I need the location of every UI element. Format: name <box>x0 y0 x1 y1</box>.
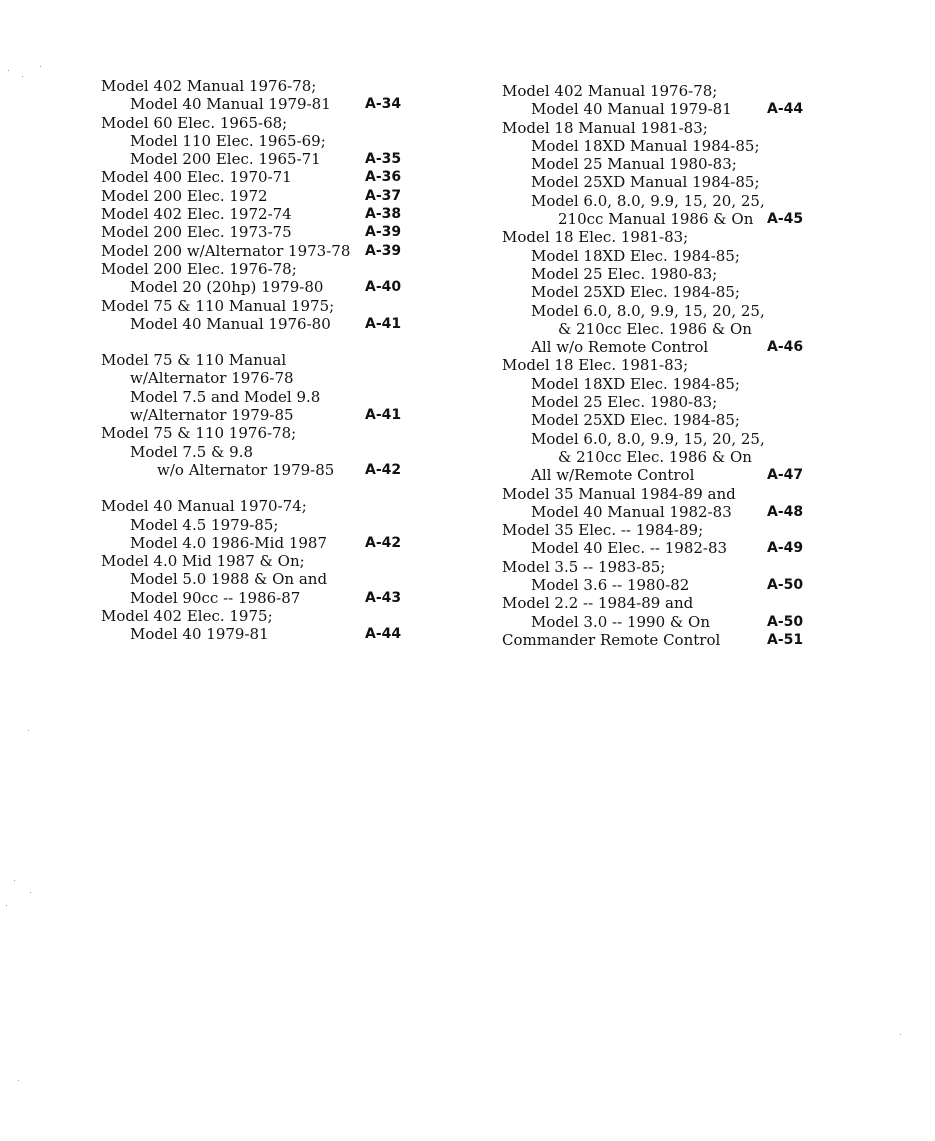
page-reference: A-40 <box>365 279 402 296</box>
page-reference: A-48 <box>767 503 804 520</box>
index-entry <box>502 521 822 558</box>
index-entry <box>101 297 411 334</box>
index-entry <box>101 351 411 424</box>
index-line <box>502 485 822 503</box>
index-line <box>502 247 822 265</box>
index-line <box>502 338 822 356</box>
page-reference: A-51 <box>767 631 804 648</box>
index-line <box>502 448 822 466</box>
index-line <box>502 320 822 338</box>
index-line <box>101 443 411 461</box>
index-line <box>101 278 411 296</box>
index-line <box>101 242 411 260</box>
index-line <box>101 260 411 278</box>
model-description: Model 400 Elec. 1970-71 <box>101 168 292 187</box>
model-description: Model 18 Elec. 1981-83; <box>502 356 689 375</box>
index-line <box>502 375 822 393</box>
model-description: Model 75 & 110 Manual 1975; <box>101 296 335 315</box>
page-reference: A-49 <box>767 540 804 557</box>
index-line <box>101 150 411 168</box>
model-description: Model 6.0, 8.0, 9.9, 15, 20, 25, <box>531 429 765 448</box>
index-line <box>502 302 822 320</box>
model-description: Model 200 Elec. 1972 <box>101 186 268 205</box>
index-line <box>502 613 822 631</box>
index-entry <box>101 497 411 552</box>
index-line <box>101 461 411 479</box>
model-description: Model 40 Manual 1979-81 <box>531 100 732 119</box>
model-description: Model 200 w/Alternator 1973-78 <box>101 241 351 260</box>
index-entry <box>101 187 411 205</box>
model-description: Model 3.6 -- 1980-82 <box>531 576 690 595</box>
index-entry <box>101 260 411 297</box>
index-line <box>502 119 822 137</box>
index-line <box>502 594 822 612</box>
left-index-column <box>101 77 411 644</box>
index-entry <box>101 205 411 223</box>
model-description: Model 25XD Elec. 1984-85; <box>531 283 740 302</box>
index-line <box>502 521 822 539</box>
model-description: Model 200 Elec. 1976-78; <box>101 259 297 278</box>
index-line <box>502 192 822 210</box>
page-reference: A-41 <box>365 407 402 424</box>
index-line <box>502 356 822 374</box>
page-reference: A-35 <box>365 151 402 168</box>
index-line <box>101 351 411 369</box>
index-line <box>101 516 411 534</box>
model-description: Model 40 Manual 1976-80 <box>130 314 331 333</box>
index-line <box>502 210 822 228</box>
index-entry <box>101 552 411 607</box>
model-description: 210cc Manual 1986 & On <box>558 210 754 229</box>
model-description: Model 40 Manual 1982-83 <box>531 502 732 521</box>
model-description: Model 5.0 1988 & On and <box>130 570 328 589</box>
model-description: Model 3.5 -- 1983-85; <box>502 557 666 576</box>
page-reference: A-34 <box>365 96 402 113</box>
index-line <box>101 607 411 625</box>
page-reference: A-43 <box>365 589 402 606</box>
model-description: Model 18XD Elec. 1984-85; <box>531 374 740 393</box>
page-reference: A-44 <box>365 626 402 643</box>
index-line <box>502 173 822 191</box>
model-description: Model 75 & 110 1976-78; <box>101 424 297 443</box>
index-line <box>101 95 411 113</box>
page-reference: A-37 <box>365 187 402 204</box>
index-line <box>502 558 822 576</box>
model-description: Model 402 Elec. 1975; <box>101 607 273 626</box>
model-description: & 210cc Elec. 1986 & On <box>558 319 752 338</box>
index-line <box>101 388 411 406</box>
index-entry <box>502 82 822 119</box>
index-entry <box>502 119 822 229</box>
model-description: All w/Remote Control <box>531 466 695 485</box>
model-description: Model 75 & 110 Manual <box>101 351 287 370</box>
index-line <box>101 570 411 588</box>
index-line <box>502 137 822 155</box>
model-description: Model 3.0 -- 1990 & On <box>531 612 710 631</box>
index-line <box>101 168 411 186</box>
model-description: Model 18 Elec. 1981-83; <box>502 228 689 247</box>
index-line <box>101 132 411 150</box>
index-line <box>502 393 822 411</box>
model-description: Model 2.2 -- 1984-89 and <box>502 594 694 613</box>
model-description: Model 40 1979-81 <box>130 625 269 644</box>
model-description: Commander Remote Control <box>502 630 721 649</box>
index-line <box>502 430 822 448</box>
index-line <box>101 406 411 424</box>
index-line <box>101 205 411 223</box>
model-description: Model 110 Elec. 1965-69; <box>130 131 326 150</box>
index-entry <box>502 485 822 522</box>
index-line <box>101 552 411 570</box>
model-description: & 210cc Elec. 1986 & On <box>558 447 752 466</box>
index-line <box>101 497 411 515</box>
page-reference: A-39 <box>365 242 402 259</box>
model-description: Model 35 Manual 1984-89 and <box>502 484 736 503</box>
index-line <box>502 228 822 246</box>
index-entry <box>502 631 822 649</box>
model-description: Model 4.0 Mid 1987 & On; <box>101 552 305 571</box>
model-description: All w/o Remote Control <box>531 338 709 357</box>
model-description: Model 60 Elec. 1965-68; <box>101 113 288 132</box>
model-description: Model 200 Elec. 1965-71 <box>130 150 321 169</box>
model-description: Model 18XD Elec. 1984-85; <box>531 246 740 265</box>
index-line <box>101 315 411 333</box>
model-description: Model 40 Manual 1970-74; <box>101 497 307 516</box>
page-reference: A-38 <box>365 206 402 223</box>
index-line <box>502 466 822 484</box>
index-line <box>101 297 411 315</box>
index-line <box>502 631 822 649</box>
index-entry <box>101 424 411 479</box>
model-description: Model 25XD Elec. 1984-85; <box>531 411 740 430</box>
page-reference: A-45 <box>767 211 804 228</box>
model-description: Model 4.0 1986-Mid 1987 <box>130 533 327 552</box>
section-gap <box>101 333 411 351</box>
model-description: Model 18 Manual 1981-83; <box>502 118 708 137</box>
model-description: Model 4.5 1979-85; <box>130 515 279 534</box>
index-line <box>101 187 411 205</box>
model-description: Model 18XD Manual 1984-85; <box>531 136 760 155</box>
page-reference: A-50 <box>767 577 804 594</box>
index-line <box>502 265 822 283</box>
index-line <box>101 424 411 442</box>
model-description: Model 25 Elec. 1980-83; <box>531 264 718 283</box>
model-description: w/Alternator 1976-78 <box>130 369 294 388</box>
page-reference: A-42 <box>365 534 402 551</box>
model-description: Model 200 Elec. 1973-75 <box>101 223 292 242</box>
index-line <box>502 82 822 100</box>
index-entry <box>101 168 411 186</box>
page-reference: A-39 <box>365 224 402 241</box>
model-description: Model 7.5 and Model 9.8 <box>130 387 321 406</box>
section-gap <box>101 479 411 497</box>
index-entry <box>502 558 822 595</box>
index-entry <box>101 607 411 644</box>
model-description: Model 402 Elec. 1972-74 <box>101 205 292 224</box>
index-line <box>101 114 411 132</box>
index-entry <box>502 594 822 631</box>
index-entry <box>502 356 822 484</box>
model-description: w/o Alternator 1979-85 <box>157 460 335 479</box>
model-description: Model 25 Manual 1980-83; <box>531 155 737 174</box>
index-entry <box>101 114 411 169</box>
page-reference: A-46 <box>767 339 804 356</box>
index-line <box>502 539 822 557</box>
model-description: Model 25XD Manual 1984-85; <box>531 173 760 192</box>
model-description: Model 6.0, 8.0, 9.9, 15, 20, 25, <box>531 301 765 320</box>
model-description: Model 402 Manual 1976-78; <box>502 82 718 100</box>
model-description: Model 35 Elec. -- 1984-89; <box>502 521 704 540</box>
index-line <box>502 155 822 173</box>
index-line <box>502 576 822 594</box>
index-line <box>101 589 411 607</box>
index-entry <box>101 242 411 260</box>
index-line <box>502 283 822 301</box>
index-line <box>502 503 822 521</box>
index-entry <box>502 228 822 356</box>
model-description: Model 25 Elec. 1980-83; <box>531 393 718 412</box>
page-reference: A-41 <box>365 315 402 332</box>
page-reference: A-50 <box>767 613 804 630</box>
index-line <box>101 223 411 241</box>
model-description: Model 90cc -- 1986-87 <box>130 588 301 607</box>
model-description: w/Alternator 1979-85 <box>130 406 294 425</box>
page-reference: A-36 <box>365 169 402 186</box>
right-index-column <box>502 82 822 649</box>
index-line <box>101 625 411 643</box>
model-description: Model 40 Manual 1979-81 <box>130 95 331 114</box>
index-line <box>502 100 822 118</box>
model-description: Model 402 Manual 1976-78; <box>101 77 317 95</box>
index-line <box>101 77 411 95</box>
page-reference: A-47 <box>767 467 804 484</box>
model-description: Model 40 Elec. -- 1982-83 <box>531 539 728 558</box>
index-line <box>502 411 822 429</box>
page-reference: A-44 <box>767 101 804 118</box>
index-line <box>101 369 411 387</box>
index-line <box>101 534 411 552</box>
model-description: Model 7.5 & 9.8 <box>130 442 254 461</box>
model-description: Model 6.0, 8.0, 9.9, 15, 20, 25, <box>531 191 765 210</box>
index-entry <box>101 223 411 241</box>
index-entry <box>101 77 411 114</box>
page-reference: A-42 <box>365 461 402 478</box>
model-description: Model 20 (20hp) 1979-80 <box>130 278 324 297</box>
